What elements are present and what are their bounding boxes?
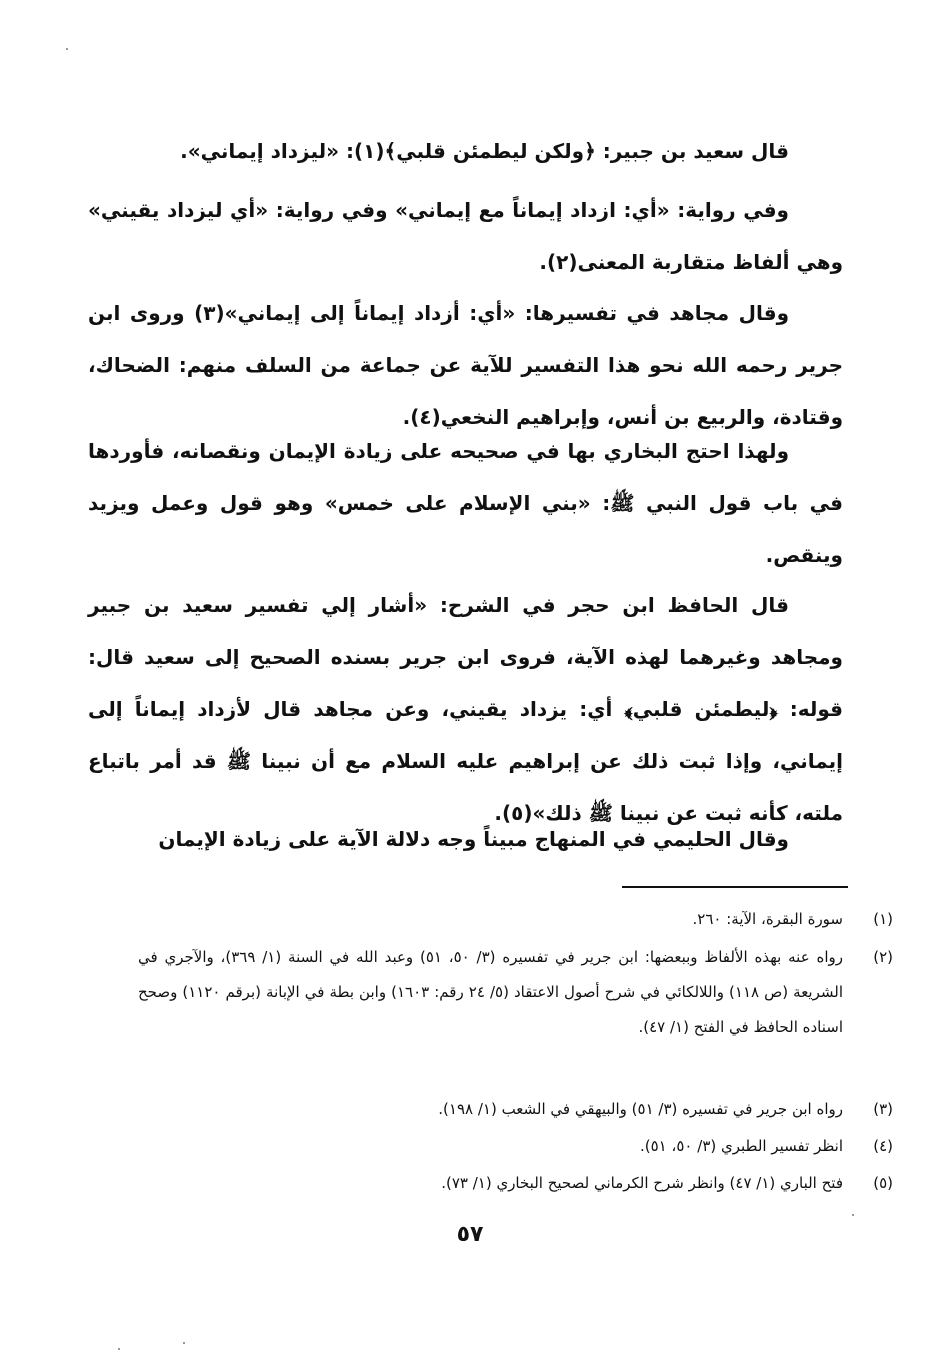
footnote-number: (١) [873,910,893,928]
footnote-number: (٣) [873,1100,893,1118]
footnote-1 [138,902,893,937]
scan-speck [852,1214,854,1216]
scan-speck [183,1342,185,1344]
footnote-number: (٥) [873,1174,893,1192]
footnote-divider [622,886,848,888]
paragraph-another-narration: وفي رواية: «أي: ازداد إيماناً مع إيماني» وفي رواية: «أي ليزداد يقيني» وهي ألفاظ متقاربة المعنى(٢). [88,198,843,274]
footnote-5 [138,1166,893,1201]
footnote-4 [138,1129,893,1164]
footnote-text: انظر تفسير الطبري (٣/ ٥٠، ٥١). [640,1137,843,1155]
footnote-text: رواه ابن جرير في تفسيره (٣/ ٥١) والبيهقي في الشعب (١/ ١٩٨). [438,1100,843,1118]
scan-speck [118,1348,120,1350]
paragraph-halimi: وقال الحليمي في المنهاج مبيناً وجه دلالة الآية على زيادة الإيمان [158,827,789,851]
footnote-text: سورة البقرة، الآية: ٢٦٠. [692,910,843,928]
footnote-text: فتح الباري (١/ ٤٧) وانظر شرح الكرماني لصحيح البخاري (١/ ٧٣). [441,1174,843,1192]
paragraph-mujahid: وقال مجاهد في تفسيرها: «أي: أزداد إيماناً إلى إيماني»(٣) وروى ابن جرير رحمه الله نحو هذا التفسير للآية عن جماعة من السلف منهم: الضحاك، وقتادة، والربيع بن أنس، وإبراهيم النخعي(٤). [88,301,843,429]
paragraph-ibn-hajar: قال الحافظ ابن حجر في الشرح: «أشار إلي تفسير سعيد بن جبير ومجاهد وغيرهما لهذه الآية، فروى ابن جرير بسنده الصحيح إلى سعيد قال: قوله: ﴿ليطمئن قلبي﴾ أي: يزداد يقيني، وعن مجاهد قال لأزداد إيماناً إلى إيماني، وإذا ثبت ذلك عن إبراهيم عليه السلام مع أن نبينا ﷺ قد أمر باتباع ملته، كأنه ثبت عن نبينا ﷺ ذلك»(٥). [88,593,843,825]
paragraph-bukhari: ولهذا احتج البخاري بها في صحيحه على زيادة الإيمان ونقصانه، فأوردها في باب قول النبي ﷺ: «بني الإسلام على خمس» وهو قول وعمل ويزيد وينقص. [88,439,843,567]
page-number: ٥٧ [456,1222,484,1247]
footnote-text: رواه عنه بهذه الألفاظ وببعضها: ابن جرير في تفسيره (٣/ ٥٠، ٥١) وعبد الله في السنة (١/ ٣٦٩)، والآجري في الشريعة (ص ١١٨) واللالكائي في شرح أصول الاعتقاد (٥/ ٢٤ رقم: ١٦٠٣) وابن بطة في الإبانة (برقم ١١٢٠) وصحح اسناده الحافظ في الفتح (١/ ٤٧). [138,948,843,1036]
footnote-number: (٢) [873,948,893,966]
footnote-2 [138,940,893,1045]
footnote-3 [138,1092,893,1127]
scan-speck [66,48,68,50]
paragraph-saeed-ibn-jubayr: قال سعيد بن جبير: ﴿ولكن ليطمئن قلبي﴾(١): «ليزداد إيماني». [180,139,789,163]
footnote-number: (٤) [873,1137,893,1155]
